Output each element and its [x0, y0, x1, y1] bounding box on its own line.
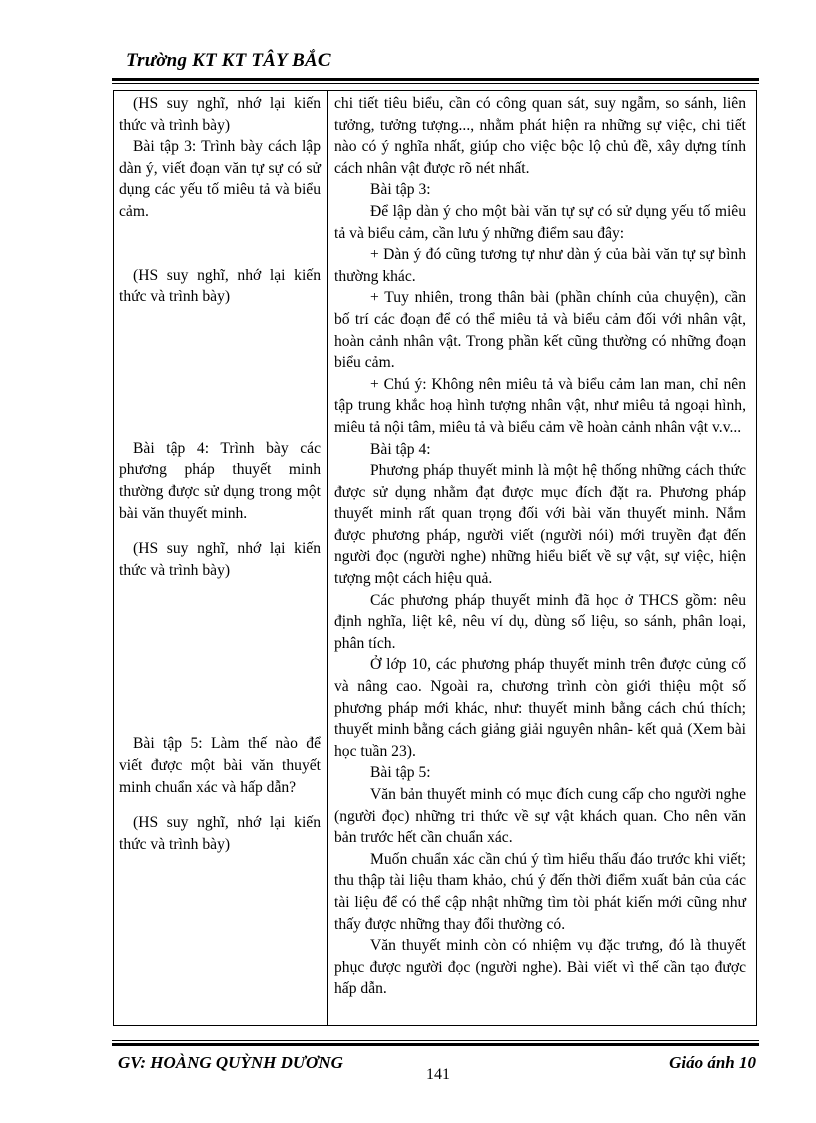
exercise-prompt-4: Bài tập 4: Trình bày các phương pháp thuyết minh thường được sử dụng trong một bài văn thuyết minh. [119, 439, 321, 522]
paragraph: Các phương pháp thuyết minh đã học ở THCS gồm: nêu định nghĩa, liệt kê, nêu ví dụ, dùng số liệu, so sánh, phân loại, phân tích. [334, 591, 746, 652]
page-number: 141 [426, 1066, 450, 1083]
paragraph: Phương pháp thuyết minh là một hệ thống những cách thức được sử dụng nhằm đạt được mục đích đặt ra. Phương pháp thuyết minh rất quan trọng đối với bài văn thuyết minh. Nắm được phương pháp, người viết (người nói) mới truyền đạt đến người đọc (người nghe) những hiểu biết về sự vật, sự việc, hiện tượng một cách hiệu quả. [334, 462, 746, 588]
header-rule-thin [112, 83, 759, 84]
student-note: (HS suy nghĩ, nhớ lại kiến thức và trình bày) [119, 95, 321, 134]
exercise-heading-4: Bài tập 4: [370, 440, 431, 458]
paragraph: Muốn chuẩn xác cần chú ý tìm hiểu thấu đáo trước khi viết; thu thập tài liệu tham khảo, chú ý đến thời điểm xuất bản của các tài liệu để có thể cập nhật những tìm tòi phát kiến mới cũng như thấy được những thay đổi thường có. [334, 850, 746, 933]
paragraph: Văn thuyết minh còn có nhiệm vụ đặc trưng, đó là thuyết phục được người đọc (người nghe). Bài viết vì thế cần tạo được hấp dẫn. [334, 937, 746, 998]
exercise-heading-3: Bài tập 3: [370, 181, 431, 199]
column-divider [327, 91, 328, 1025]
student-note: (HS suy nghĩ, nhớ lại kiến thức và trình bày) [119, 814, 321, 853]
teacher-name: GV: HOÀNG QUỲNH DƯƠNG [118, 1053, 343, 1072]
exercise-prompt-5: Bài tập 5: Làm thế nào để viết được một bài văn thuyết minh chuẩn xác và hấp dẫn? [119, 735, 321, 796]
exercise-heading-5: Bài tập 5: [370, 764, 431, 782]
paragraph: Ở lớp 10, các phương pháp thuyết minh trên được củng cố và nâng cao. Ngoài ra, chương trình còn giới thiệu một số phương pháp mới khác, như: thuyết minh bằng cách chú thích; thuyết minh bằng cách giảng giải nguyên nhân- kết quả (Xem bài học tuần 23). [334, 656, 746, 760]
activity-column [119, 93, 321, 855]
footer-rule-thin [112, 1040, 759, 1041]
paragraph: Văn bản thuyết minh có mục đích cung cấp cho người nghe (người đọc) những tri thức về sự vật khách quan. Cho nên văn bản trước hết cần chuẩn xác. [334, 786, 746, 847]
footer-rule [112, 1043, 759, 1046]
school-name: Trường KT KT TÂY BẮC [126, 50, 331, 71]
paragraph: + Tuy nhiên, trong thân bài (phần chính của chuyện), cần bố trí các đoạn để có thể miêu tả và biểu cảm đối với nhân vật, hoàn cảnh nhân vật. Trong phần kết cũng thường có những đoạn biểu cảm. [334, 289, 746, 372]
paragraph: + Dàn ý đó cũng tương tự như dàn ý của bài văn tự sự bình thường khác. [334, 246, 746, 285]
exercise-prompt-3: Bài tập 3: Trình bày cách lập dàn ý, viết đoạn văn tự sự có sử dụng các yếu tố miêu tả và biểu cảm. [119, 138, 321, 220]
paragraph: + Chú ý: Không nên miêu tả và biểu cảm lan man, chỉ nên tập trung khắc hoạ hình tượng nhân vật, như miêu tả ngoại hình, miêu tả nội tâm, miêu tả và biểu cảm về hoàn cảnh nhân vật v.v... [334, 375, 746, 436]
header-rule [112, 78, 759, 81]
lesson-table [113, 90, 757, 1026]
paragraph: Để lập dàn ý cho một bài văn tự sự có sử dụng yếu tố miêu tả và biểu cảm, cần lưu ý những điểm sau đây: [334, 202, 746, 242]
subject-label: Giáo ánh 10 [669, 1053, 756, 1072]
paragraph: chi tiết tiêu biểu, cần có công quan sát, suy ngẫm, so sánh, liên tưởng, tưởng tượng..., nhằm phát hiện ra những sự việc, chi tiết nào có ý nghĩa nhất, giúp cho việc bộc lộ chủ đề, xây dựng tính cách nhân vật được rõ nét nhất. [334, 95, 746, 177]
content-column [334, 93, 746, 1000]
student-note: (HS suy nghĩ, nhớ lại kiến thức và trình bày) [119, 266, 321, 306]
student-note: (HS suy nghĩ, nhớ lại kiến thức và trình bày) [119, 540, 321, 579]
